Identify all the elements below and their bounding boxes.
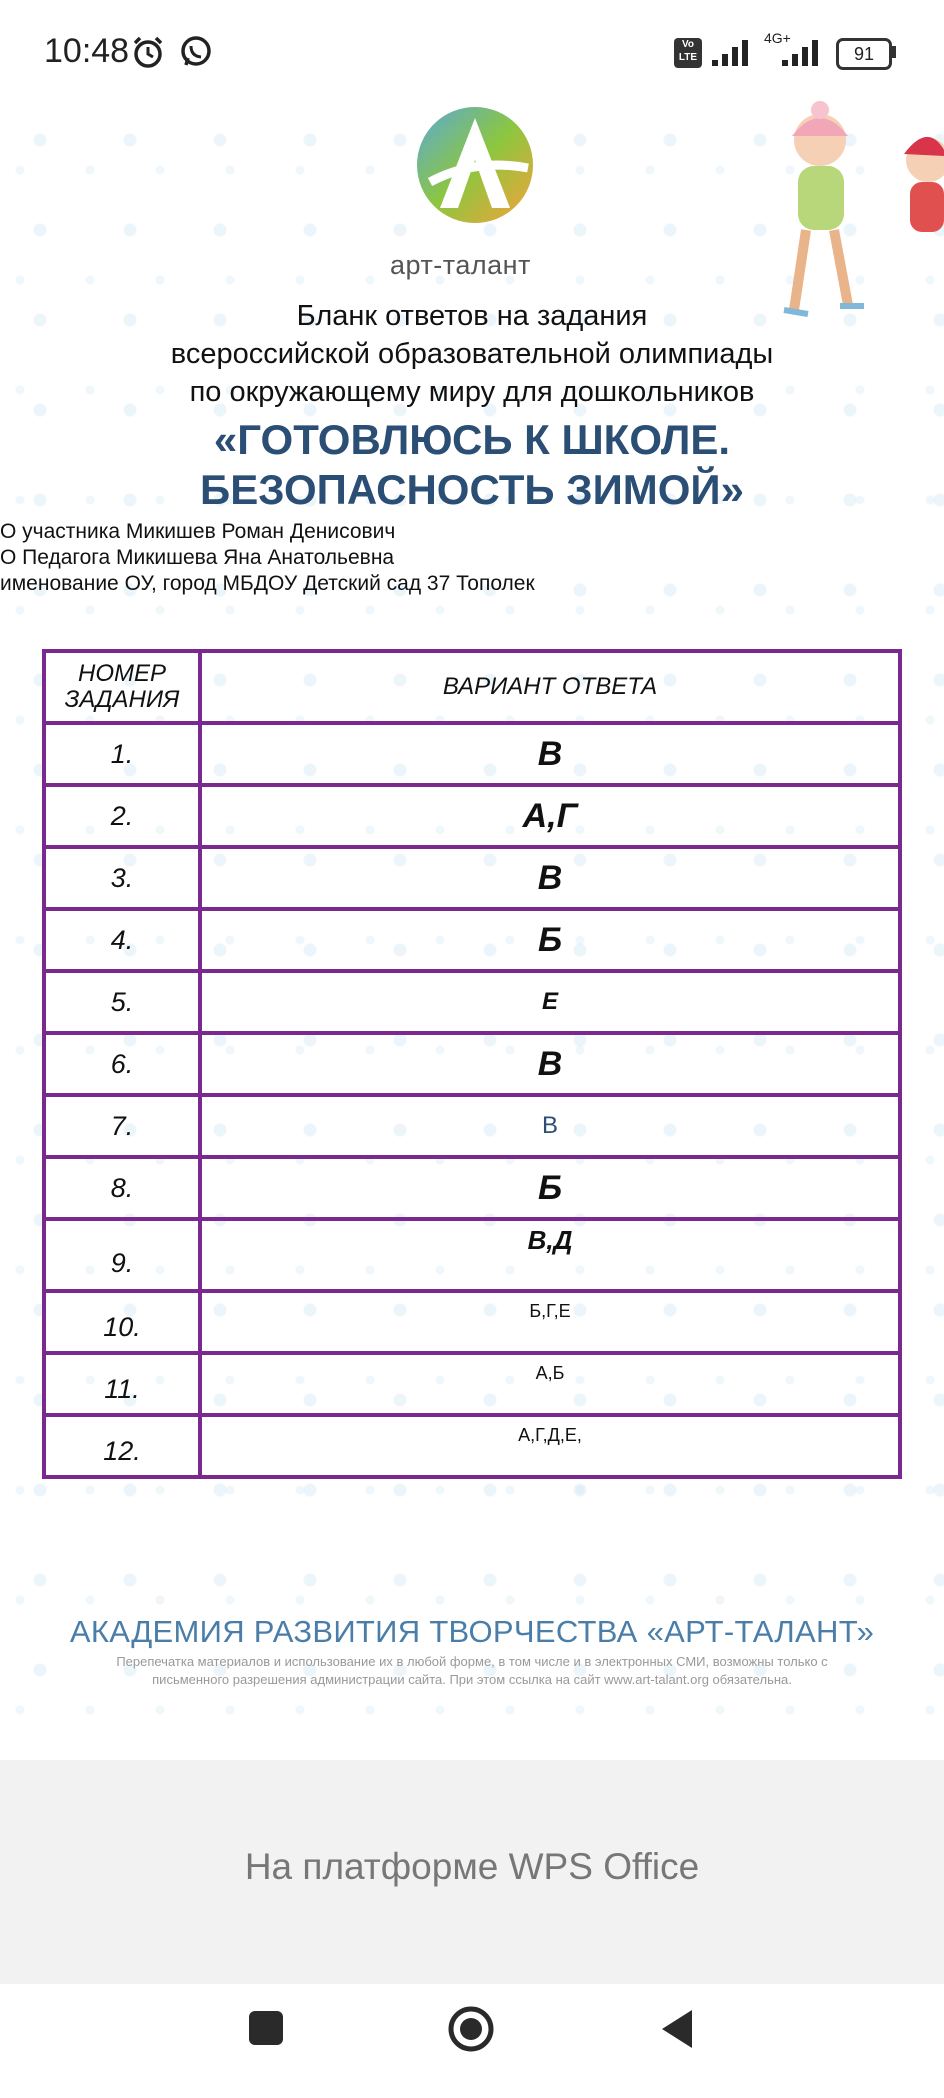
table-row <box>44 1219 900 1291</box>
task-number: 10. <box>44 1291 200 1353</box>
heading-line-2: всероссийской образовательной олимпиады <box>170 338 774 370</box>
footer-copyright-line-2: письменного разрешения администрации сайта. При этом ссылка на сайт www.art-talant.org обязательна. <box>152 1672 792 1687</box>
header-number-line-1: НОМЕР <box>77 660 166 687</box>
table-row <box>44 1095 900 1157</box>
volte-icon: Vo LTE <box>674 38 702 68</box>
table-row <box>44 785 900 847</box>
table-header-row <box>44 651 900 723</box>
header-task-number <box>44 651 200 723</box>
task-number: 12. <box>44 1415 200 1477</box>
participant-name: О участника Микишев Роман Денисович <box>0 520 396 543</box>
task-answer: В <box>200 1033 900 1095</box>
heading-line-3: по окружающему миру для дошкольников <box>189 376 755 408</box>
table-row <box>44 1291 900 1353</box>
task-number: 6. <box>44 1033 200 1095</box>
task-answer: А,Г <box>200 785 900 847</box>
olympiad-title-line-1: «ГОТОВЛЮСЬ К ШКОЛЕ. <box>213 416 731 463</box>
wps-platform-text: На платформе WPS Office <box>244 1846 700 1887</box>
signal-icon-1 <box>710 34 754 70</box>
task-number: 11. <box>44 1353 200 1415</box>
table-row <box>44 1415 900 1477</box>
task-answer: В <box>200 847 900 909</box>
recent-apps-button[interactable] <box>246 2008 286 2048</box>
footer-academy-title: АКАДЕМИЯ РАЗВИТИЯ ТВОРЧЕСТВА «АРТ-ТАЛАНТ» <box>69 1614 875 1649</box>
network-type: 4G+ <box>764 30 791 46</box>
task-answer: В <box>200 723 900 785</box>
footer-copyright-line-1: Перепечатка материалов и использование их в любой форме, в том числе и в электронных СМИ, возможны только с <box>116 1654 828 1669</box>
table-row <box>44 1033 900 1095</box>
task-number: 1. <box>44 723 200 785</box>
task-number: 9. <box>44 1219 200 1291</box>
task-answer: В <box>200 1095 900 1157</box>
navigation-bar <box>0 1984 944 2098</box>
status-time: 10:48 <box>44 32 130 70</box>
task-number: 8. <box>44 1157 200 1219</box>
home-button[interactable] <box>446 2004 496 2054</box>
table-row <box>44 909 900 971</box>
header-answer-variant: ВАРИАНТ ОТВЕТА <box>200 651 900 723</box>
task-answer: А,Б <box>200 1353 900 1415</box>
status-bar <box>0 0 944 110</box>
art-talant-logo <box>410 100 540 230</box>
task-answer: Б <box>200 1157 900 1219</box>
alarm-icon <box>130 34 166 70</box>
table-row <box>44 1353 900 1415</box>
task-answer: Б <box>200 909 900 971</box>
task-number: 3. <box>44 847 200 909</box>
olympiad-title-line-2: БЕЗОПАСНОСТЬ ЗИМОЙ» <box>200 466 744 513</box>
document-page[interactable] <box>0 100 944 1740</box>
answers-table <box>42 649 902 1479</box>
task-answer: Е <box>200 971 900 1033</box>
battery-tip <box>892 46 896 58</box>
wps-platform-banner[interactable] <box>0 1760 944 1984</box>
task-number: 7. <box>44 1095 200 1157</box>
task-number: 2. <box>44 785 200 847</box>
task-answer: В,Д <box>200 1219 900 1291</box>
signal-icon-2 <box>780 34 824 70</box>
brand-name: арт-талант <box>390 250 531 280</box>
header-number-line-2: ЗАДАНИЯ <box>64 686 180 713</box>
task-number: 5. <box>44 971 200 1033</box>
table-row <box>44 1157 900 1219</box>
table-row <box>44 847 900 909</box>
teacher-name: О Педагога Микишева Яна Анатольевна <box>0 546 395 569</box>
battery-indicator: 91 <box>836 38 892 70</box>
back-button[interactable] <box>656 2006 696 2052</box>
task-answer: Б,Г,Е <box>200 1291 900 1353</box>
kids-illustration <box>760 100 944 330</box>
whatsapp-icon <box>178 34 214 70</box>
task-answer: А,Г,Д,Е, <box>200 1415 900 1477</box>
heading-line-1: Бланк ответов на задания <box>296 300 648 332</box>
table-row <box>44 723 900 785</box>
table-row <box>44 971 900 1033</box>
school-name: именование ОУ, город МБДОУ Детский сад 37 Тополек <box>0 572 535 595</box>
task-number: 4. <box>44 909 200 971</box>
